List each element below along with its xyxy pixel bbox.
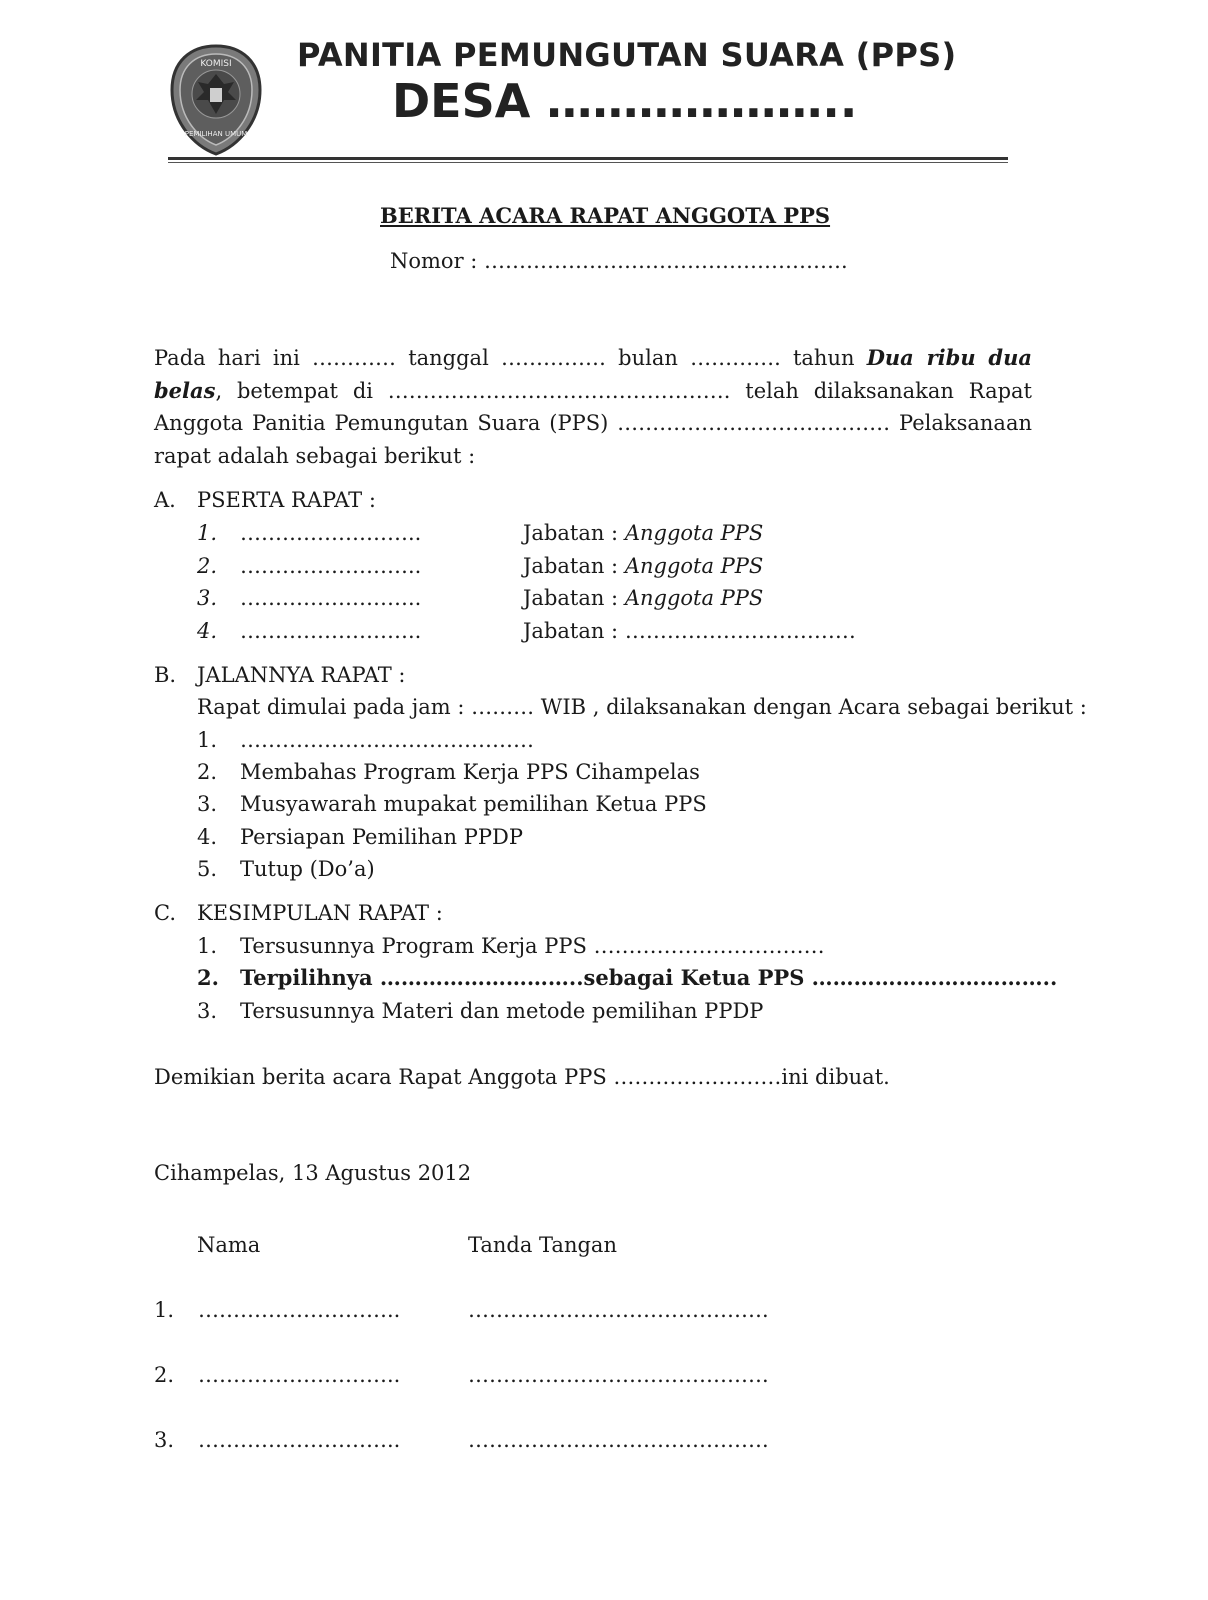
signature-num: 1. bbox=[154, 1298, 175, 1322]
peserta-name: …………………….. bbox=[240, 619, 422, 643]
section-c-heading: KESIMPULAN RAPAT : bbox=[197, 901, 443, 925]
signature-name: ……………………….. bbox=[198, 1363, 401, 1387]
intro-paragraph bbox=[154, 342, 1032, 472]
signature-num: 3. bbox=[154, 1428, 175, 1452]
place-date: Cihampelas, 13 Agustus 2012 bbox=[154, 1161, 472, 1185]
peserta-name: …………………….. bbox=[240, 586, 422, 610]
peserta-name: …………………….. bbox=[240, 521, 422, 545]
conclusion-num: 1. bbox=[197, 934, 218, 958]
section-a-letter: A. bbox=[154, 488, 176, 512]
peserta-jabatan: Jabatan : …………………………… bbox=[523, 619, 856, 643]
signature-name: ……………………….. bbox=[198, 1298, 401, 1322]
document-title: BERITA ACARA RAPAT ANGGOTA PPS bbox=[380, 203, 831, 228]
section-c-letter: C. bbox=[154, 901, 176, 925]
peserta-jabatan: Jabatan : Anggota PPS bbox=[523, 554, 764, 578]
peserta-jabatan: Jabatan : Anggota PPS bbox=[523, 586, 764, 610]
conclusion-num: 3. bbox=[197, 999, 218, 1023]
signature-line: ……………………………………. bbox=[468, 1428, 769, 1452]
agenda-item: Musyawarah mupakat pemilihan Ketua PPS bbox=[240, 792, 707, 816]
logo-text-bottom: PEMILIHAN UMUM bbox=[184, 130, 248, 138]
signature-col-name: Nama bbox=[197, 1233, 261, 1257]
logo-text-top: KOMISI bbox=[200, 59, 232, 69]
intro-text-1: Pada hari ini ………… tanggal …………… bulan …………. tahun bbox=[154, 346, 867, 370]
agenda-item: …………………………………… bbox=[240, 728, 534, 752]
header-rule bbox=[168, 157, 1008, 160]
peserta-num: 1. bbox=[197, 521, 218, 545]
signature-line: ……………………………………. bbox=[468, 1298, 769, 1322]
desa-line: DESA ……………….. bbox=[392, 74, 858, 128]
agenda-num: 5. bbox=[197, 857, 218, 881]
org-name: PANITIA PEMUNGUTAN SUARA (PPS) bbox=[297, 36, 957, 74]
signature-num: 2. bbox=[154, 1363, 175, 1387]
agenda-item: Persiapan Pemilihan PPDP bbox=[240, 825, 523, 849]
agenda-item: Tutup (Do’a) bbox=[240, 857, 375, 881]
meeting-start: Rapat dimulai pada jam : ……… WIB , dilaksanakan dengan Acara sebagai berikut : bbox=[197, 695, 1087, 719]
signature-col-sign: Tanda Tangan bbox=[468, 1233, 617, 1257]
conclusion-item: Tersusunnya Program Kerja PPS …………………………… bbox=[240, 934, 825, 958]
conclusion-item: Terpilihnya ………………………..sebagai Ketua PPS …………………………….. bbox=[240, 965, 1058, 990]
agenda-num: 4. bbox=[197, 825, 218, 849]
intro-text-2: , betempat di …………………………………………. telah dilaksanakan Rapat Anggota Panitia Pemungutan Suara (PPS) ………………………………… Pelaksanaan rapat adalah sebagai berikut : bbox=[154, 378, 1032, 468]
signature-line: ……………………………………. bbox=[468, 1363, 769, 1387]
agenda-num: 1. bbox=[197, 728, 218, 752]
agenda-item: Membahas Program Kerja PPS Cihampelas bbox=[240, 760, 700, 784]
peserta-num: 2. bbox=[197, 554, 218, 578]
document-number: Nomor : ……………………………………………. bbox=[390, 249, 848, 273]
peserta-name: …………………….. bbox=[240, 554, 422, 578]
peserta-jabatan: Jabatan : Anggota PPS bbox=[523, 521, 764, 545]
peserta-num: 4. bbox=[197, 619, 218, 643]
agenda-num: 2. bbox=[197, 760, 218, 784]
peserta-num: 3. bbox=[197, 586, 218, 610]
conclusion-item: Tersusunnya Materi dan metode pemilihan PPDP bbox=[240, 999, 764, 1023]
closing-statement: Demikian berita acara Rapat Anggota PPS ……………………ini dibuat. bbox=[154, 1065, 890, 1089]
intro-year: Dua ribu dua belas bbox=[154, 345, 1032, 403]
section-b-heading: JALANNYA RAPAT : bbox=[197, 663, 406, 687]
kpu-logo bbox=[168, 44, 264, 156]
section-a-heading: PSERTA RAPAT : bbox=[197, 488, 376, 512]
signature-name: ……………………….. bbox=[198, 1428, 401, 1452]
conclusion-num: 2. bbox=[197, 965, 219, 990]
section-b-letter: B. bbox=[154, 663, 177, 687]
agenda-num: 3. bbox=[197, 792, 218, 816]
header-rule-thin bbox=[168, 162, 1008, 163]
